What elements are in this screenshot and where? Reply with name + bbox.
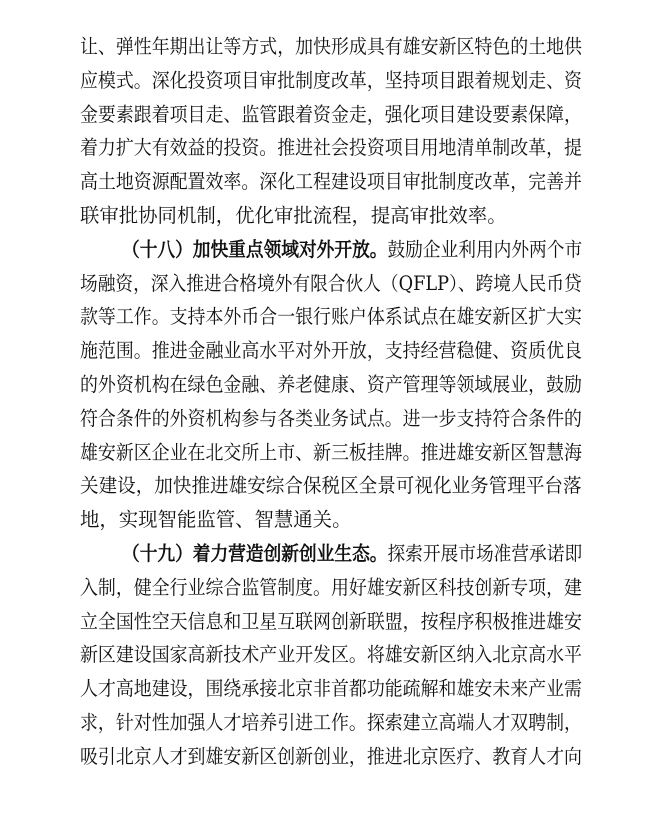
text-line: 款等工作。支持本外币合一银行账户体系试点在雄安新区扩大实 — [80, 305, 582, 329]
text-line: 的外资机构在绿色金融、养老健康、资产管理等领域展业，鼓励 — [80, 373, 582, 396]
text-line: 人才高地建设，围绕承接北京非首都功能疏解和雄安未来产业需 — [80, 677, 582, 701]
text-line: 符合条件的外资机构参与各类业务试点。进一步支持符合条件的 — [80, 406, 582, 430]
text-line: 地，实现智能监管、智慧通关。 — [80, 508, 352, 532]
text-line: 雄安新区企业在北交所上市、新三板挂牌。推进雄安新区智慧海 — [80, 440, 582, 464]
text-line: 关建设，加快推进雄安综合保税区全景可视化业务管理平台落 — [80, 474, 582, 498]
section-18-first-line — [122, 233, 582, 267]
text-line: 让、弹性年期出让等方式，加快形成具有雄安新区特色的土地供 — [80, 35, 582, 58]
text-line: 应模式。深化投资项目审批制度改革，坚持项目跟着规划走、资 — [80, 68, 582, 92]
text-line: 新区建设国家高新技术产业开发区。将雄安新区纳入北京高水平 — [80, 643, 582, 667]
text-line: 立全国性空天信息和卫星互联网创新联盟，按程序积极推进雄安 — [80, 609, 582, 633]
text-line: 入制，健全行业综合监管制度。用好雄安新区科技创新专项，建 — [80, 575, 582, 599]
section-19-first-line — [122, 537, 582, 571]
text-line: 高土地资源配置效率。深化工程建设项目审批制度改革，完善并 — [80, 170, 582, 194]
text-line: 求，针对性加强人才培养引进工作。探索建立高端人才双聘制， — [80, 711, 582, 734]
section-18-heading: （十八）加快重点领域对外开放。 — [122, 237, 388, 261]
text-line: 施范围。推进金融业高水平对外开放，支持经营稳健、资质优良 — [80, 339, 582, 363]
section-18-body-start: 鼓励企业利用内外两个市 — [387, 237, 583, 261]
text-line: 吸引北京人才到雄安新区创新创业，推进北京医疗、教育人才向 — [80, 744, 582, 768]
text-line: 联审批协同机制，优化审批流程，提高审批效率。 — [80, 204, 507, 227]
text-line: 着力扩大有效益的投资。推进社会投资项目用地清单制改革，提 — [80, 136, 582, 160]
text-line: 金要素跟着项目走、监管跟着资金走，强化项目建设要素保障， — [80, 102, 582, 126]
section-19-heading: （十九）着力营造创新创业生态。 — [122, 542, 388, 565]
section-19-body-start: 探索开展市场准营承诺即 — [387, 542, 583, 565]
text-line: 场融资，深入推进合格境外有限合伙人（QFLP）、跨境人民币贷 — [80, 271, 582, 295]
